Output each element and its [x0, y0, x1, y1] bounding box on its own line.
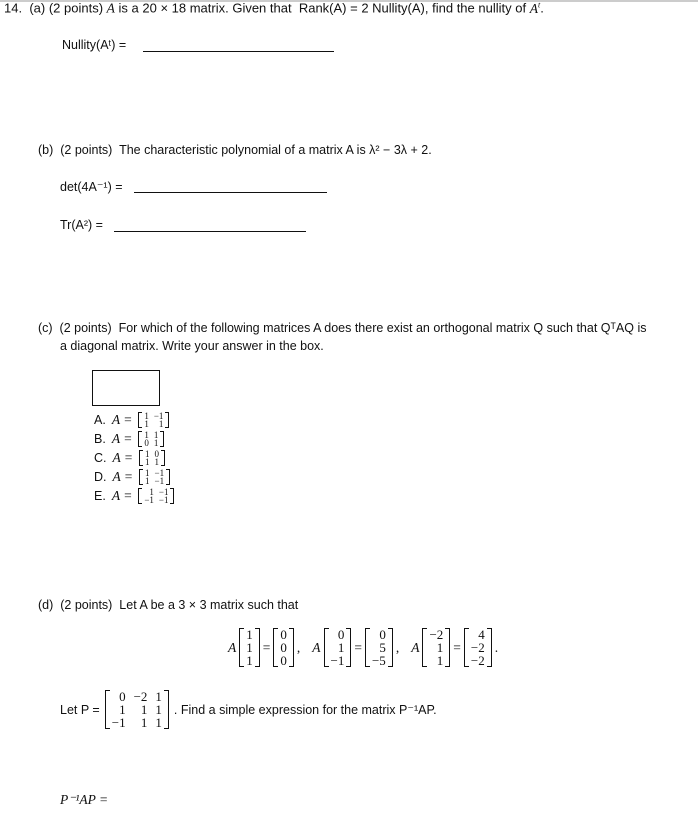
part-label: (c): [38, 321, 53, 335]
question-number: 14.: [4, 0, 23, 16]
matrix-entry: −1: [154, 475, 165, 486]
matrix-entry: −1: [144, 494, 154, 505]
output-vector: [464, 628, 492, 667]
matrix-entry: 1: [140, 702, 148, 717]
matrix-entry: 1: [145, 475, 150, 486]
matrix-entry: 1: [145, 448, 150, 459]
answer-box[interactable]: [92, 370, 160, 406]
option-matrix: [138, 488, 174, 504]
matrix-entries: [142, 412, 165, 428]
matrix-entry: 1: [436, 653, 444, 668]
matrix-entry: 1: [140, 715, 148, 730]
matrix-transpose: $A^t$: [529, 0, 541, 16]
equals-sign: =: [354, 639, 362, 655]
nullity-label: Nullity(Aᵗ) =: [62, 38, 127, 52]
matrix-entry: 0: [379, 627, 386, 642]
right-bracket: [166, 469, 170, 485]
option-letter: A.: [94, 412, 106, 427]
equals-sign: =: [262, 639, 271, 655]
matrix-entry: −1: [158, 494, 169, 505]
matrix-entries: [329, 628, 347, 667]
matrix-entry: 1: [119, 702, 126, 717]
option-a: [94, 410, 174, 429]
matrix-entry: 1: [155, 689, 162, 704]
part-label: (d): [38, 598, 54, 612]
question-d-text: [38, 598, 298, 612]
part-label: (a): [29, 0, 46, 16]
final-answer-label: P⁻¹AP =: [60, 792, 109, 807]
matrix-entry: 1: [145, 467, 150, 478]
matrix-entry: 1: [144, 410, 149, 421]
input-vector: [239, 628, 260, 667]
matrix-symbol: A: [312, 639, 321, 655]
matrix-entry: 0: [280, 627, 287, 642]
option-e: [94, 486, 174, 505]
let-p-row: [60, 690, 437, 729]
separator: .: [494, 639, 499, 655]
separator: ,: [395, 639, 400, 655]
matrix-entry: 1: [436, 640, 444, 655]
right-bracket: [160, 431, 164, 447]
let-p-label: Let P =: [60, 702, 100, 717]
matrix-entries: [143, 469, 166, 485]
matrix-entry: −2: [429, 627, 444, 642]
nullity-answer-line[interactable]: [143, 51, 334, 52]
matrix-entry: 1: [145, 456, 150, 467]
matrix-entry: 0: [144, 437, 149, 448]
matrix-entry: 0: [119, 689, 126, 704]
matrix-entries: [142, 431, 160, 447]
right-bracket: [165, 412, 169, 428]
equation-3: [411, 628, 498, 667]
matrix-entries: [110, 690, 164, 729]
matrix-entry: −1: [153, 410, 164, 421]
option-prefix: A =: [111, 430, 133, 446]
equals-sign: =: [453, 639, 461, 655]
trace-answer-line[interactable]: [114, 231, 306, 232]
right-bracket: [161, 450, 165, 466]
equation-1: [228, 628, 300, 667]
input-vector: [324, 628, 352, 667]
option-prefix: A =: [112, 449, 133, 465]
right-bracket: [388, 628, 393, 667]
option-matrix: [138, 412, 169, 428]
matrix-entries: [370, 628, 388, 667]
option-list: [94, 410, 174, 505]
matrix-entries: [469, 628, 487, 667]
matrix-entry: 1: [155, 702, 162, 717]
matrix-entry: −1: [158, 486, 169, 497]
option-d: [94, 467, 174, 486]
matrix-symbol: A: [228, 639, 237, 655]
matrix-entry: 4: [478, 627, 485, 642]
points: (2 points): [60, 143, 113, 157]
p-matrix: [105, 690, 169, 729]
text: For which of the following matrices A does there exist an orthogonal matrix Q such that QᵀAQ is: [118, 321, 647, 335]
matrix-entry: 0: [154, 448, 159, 459]
matrix-symbol: A: [411, 639, 420, 655]
option-matrix: [139, 469, 170, 485]
trace-label: Tr(A²) =: [60, 218, 103, 232]
matrix-entry: −2: [470, 653, 485, 668]
matrix-entry: 0: [280, 653, 287, 668]
option-c: [94, 448, 174, 467]
option-prefix: A =: [111, 411, 133, 427]
matrix-entry: −1: [154, 467, 165, 478]
det-answer-line[interactable]: [134, 192, 327, 193]
output-vector: [365, 628, 393, 667]
matrix-entries: [244, 628, 255, 667]
matrix-entry: 1: [153, 437, 159, 448]
matrix-entry: 5: [379, 640, 386, 655]
question-b-text: [38, 143, 432, 157]
option-b: [94, 429, 174, 448]
matrix-entry: 0: [337, 627, 345, 642]
input-vector: [422, 628, 450, 667]
matrix-entry: −1: [330, 653, 345, 668]
right-bracket: [170, 488, 174, 504]
matrix-entry: 1: [153, 429, 159, 440]
find-text: . Find a simple expression for the matrix P⁻¹AP.: [173, 703, 437, 717]
right-bracket: [346, 628, 351, 667]
option-letter: D.: [94, 469, 107, 484]
matrix-entry: −5: [371, 653, 386, 668]
right-bracket: [289, 628, 294, 667]
right-bracket: [164, 690, 169, 729]
matrix-entry: 1: [246, 640, 253, 655]
matrix-entry: 1: [144, 429, 149, 440]
part-label: (b): [38, 143, 54, 157]
rank-expression: Rank(A) = 2 Nullity(A),: [298, 0, 429, 16]
matrix-entry: −2: [470, 640, 485, 655]
matrix-entry: 1: [155, 715, 162, 730]
matrix-symbol: A: [106, 0, 115, 16]
option-letter: B.: [94, 431, 106, 446]
right-bracket: [255, 628, 260, 667]
question-a-text: 14. (a) (2 points) A is a 20 × 18 matrix. Given that Rank(A) = 2 Nullity(A), find the nullity of $A^t$.: [4, 0, 544, 16]
matrix-entries: [143, 450, 161, 466]
text: The characteristic polynomial of a matrix A is λ² − 3λ + 2.: [119, 143, 432, 157]
matrix-entry: 1: [149, 486, 154, 497]
matrix-entry: 1: [144, 418, 149, 429]
matrix-entry: 0: [280, 640, 287, 655]
matrix-p: [105, 690, 169, 729]
matrix-entry: 1: [246, 653, 253, 668]
matrix-entry: −1: [111, 715, 126, 730]
option-prefix: A =: [111, 487, 133, 503]
option-letter: E.: [94, 488, 106, 503]
points: (2 points): [60, 598, 113, 612]
points: (2 points): [59, 321, 112, 335]
text: find the nullity of: [432, 0, 527, 16]
matrix-entry: 1: [158, 418, 164, 429]
option-prefix: A =: [112, 468, 133, 484]
eigen-equations: [228, 628, 498, 667]
matrix-entry: −2: [133, 689, 148, 704]
matrix-entry: 1: [246, 627, 253, 642]
det-label: det(4A⁻¹) =: [60, 180, 123, 194]
output-vector: [273, 628, 294, 667]
right-bracket: [445, 628, 450, 667]
matrix-entries: [427, 628, 445, 667]
question-c-text-2: a diagonal matrix. Write your answer in the box.: [60, 339, 324, 353]
equation-2: [312, 628, 399, 667]
matrix-entries: [142, 488, 170, 504]
option-matrix: [138, 431, 164, 447]
text: is a 20 × 18 matrix. Given that: [118, 0, 292, 16]
question-c-text: [38, 321, 646, 335]
points: (2 points): [48, 0, 104, 16]
text: Let A be a 3 × 3 matrix such that: [119, 598, 299, 612]
option-letter: C.: [94, 450, 107, 465]
right-bracket: [487, 628, 492, 667]
option-matrix: [139, 450, 165, 466]
matrix-entries: [278, 628, 289, 667]
matrix-entry: 1: [337, 640, 345, 655]
separator: ,: [296, 639, 301, 655]
matrix-entry: 1: [154, 456, 159, 467]
